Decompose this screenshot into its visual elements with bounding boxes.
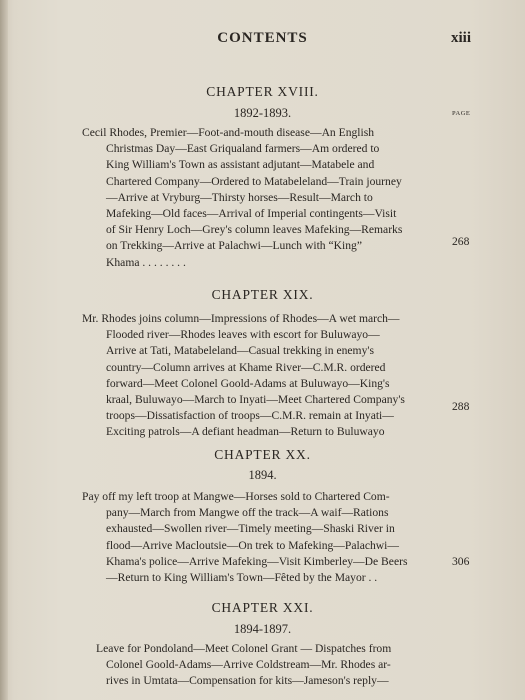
summary-line: on Trekking—Arrive at Palachwi—Lunch with “King” (106, 239, 362, 253)
running-header-title: CONTENTS (217, 30, 308, 46)
summary-line: Mr. Rhodes joins column—Impressions of Rhodes—A wet march— (82, 312, 400, 325)
summary-line: Colonel Goold-Adams—Arrive Coldstream—Mr. Rhodes ar- (106, 658, 391, 672)
summary-line: Mafeking—Old faces—Arrival of Imperial contingents—Visit (106, 206, 397, 220)
chapter-18-page-number: 268 (452, 235, 470, 248)
summary-line: country—Column arrives at Khame River—C.M.R. ordered (106, 360, 386, 374)
chapter-21-summary (82, 641, 482, 690)
chapter-19-page-number: 288 (452, 400, 470, 413)
chapter-20-years: 1894. (248, 468, 277, 482)
summary-line: King William's Town as assistant adjutant—Matabele and (106, 158, 375, 172)
summary-line: forward—Meet Colonel Goold-Adams at Buluwayo—King's (106, 376, 390, 390)
chapter-21-years: 1894-1897. (233, 622, 292, 636)
chapter-18-years: 1892-1893. (233, 106, 292, 120)
summary-line: Christmas Day—East Griqualand farmers—Am ordered to (106, 142, 380, 156)
summary-line: Chartered Company—Ordered to Matabeleland—Train journey (106, 174, 402, 188)
chapter-20-heading: CHAPTER XX. (214, 447, 311, 462)
summary-line: Flooded river—Rhodes leaves with escort for Buluwayo— (106, 328, 380, 342)
summary-line: flood—Arrive Macloutsie—On trek to Mafeking—Palachwi— (106, 538, 399, 552)
chapter-18-summary (82, 125, 482, 271)
chapter-20-summary (82, 489, 482, 586)
summary-line: of Sir Henry Loch—Grey's column leaves Mafeking—Remarks (106, 223, 403, 237)
summary-line: Arrive at Tati, Matabeleland—Casual trekking in enemy's (106, 344, 374, 358)
summary-line: —Return to King William's Town—Fêted by the Mayor . . (106, 570, 378, 584)
summary-line: Cecil Rhodes, Premier—Foot-and-mouth disease—An English (82, 126, 375, 139)
summary-line: Pay off my left troop at Mangwe—Horses sold to Chartered Com- (82, 490, 390, 503)
summary-line: troops—Dissatisfaction of troops—C.M.R. remain at Inyati— (106, 409, 394, 423)
chapter-21-heading: CHAPTER XXI. (211, 600, 314, 615)
summary-line: rives in Umtata—Compensation for kits—Jameson's reply— (106, 674, 389, 688)
page-gutter-shadow (0, 0, 8, 700)
summary-line: pany—March from Mangwe off the track—A waif—Rations (106, 506, 389, 520)
summary-line: Leave for Pondoland—Meet Colonel Grant — Dispatches from (96, 642, 392, 655)
running-header-page-number: xiii (450, 30, 471, 46)
chapter-18-heading: CHAPTER XVIII. (206, 84, 319, 99)
summary-line: —Arrive at Vryburg—Thirsty horses—Result—March to (106, 190, 373, 204)
summary-line: Exciting patrols—A defiant headman—Return to Buluwayo (106, 425, 385, 439)
page-column-label: PAGE (452, 110, 471, 117)
summary-line: exhausted—Swollen river—Timely meeting—Shaski River in (106, 522, 395, 536)
chapter-20-page-number: 306 (452, 555, 470, 568)
summary-line: Khama's police—Arrive Mafeking—Visit Kimberley—De Beers (106, 554, 408, 568)
chapter-19-heading: CHAPTER XIX. (211, 287, 314, 302)
summary-line: kraal, Buluwayo—March to Inyati—Meet Chartered Company's (106, 392, 405, 406)
summary-line: Khama . . . . . . . . (106, 255, 186, 269)
chapter-19-summary (82, 311, 482, 441)
